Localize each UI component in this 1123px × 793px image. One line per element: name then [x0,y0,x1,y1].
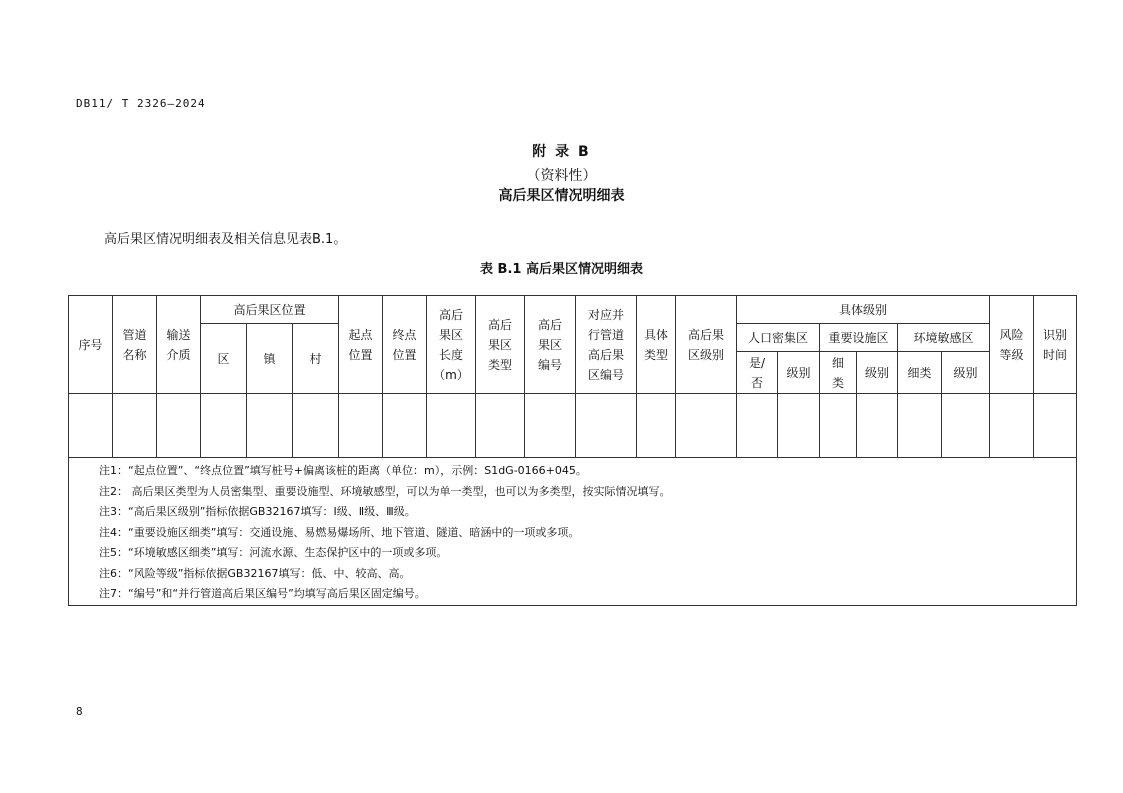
col-header-hca-type [476,296,525,394]
col-header-facility-level: 级别 [857,352,898,394]
col-header-location: 高后果区位置 [201,296,339,324]
header-line: 对应并 [587,307,624,322]
table-cell [576,394,637,458]
table-caption: 表 B.1 高后果区情况明细表 [480,262,643,277]
hca-detail-table [68,295,1077,606]
col-header-risk-level [990,296,1034,394]
col-header-crowded-level: 级别 [778,352,820,394]
col-header-medium [157,296,201,394]
document-code: DB11/ T 2326—2024 [76,97,206,110]
table-cell [1034,394,1077,458]
header-line: 高后 [537,317,562,332]
header-line: 位置 [392,347,417,362]
header-line: 类型 [487,357,512,372]
col-header-hca-level [676,296,737,394]
page-number: 8 [76,705,83,718]
table-cell [293,394,339,458]
header-line: 高后果 [587,347,624,362]
table-cell [247,394,293,458]
table-row [69,394,1077,458]
header-line: 高后 [438,307,463,322]
col-header-length [427,296,476,394]
col-header-seq: 序号 [69,296,113,394]
table-notes [69,458,1077,606]
col-header-facility-area: 重要设施区 [820,324,898,352]
header-line: 编号 [537,357,562,372]
col-header-crowded-area: 人口密集区 [737,324,820,352]
col-header-district: 区 [201,324,247,394]
header-line: 管道 [122,327,147,342]
table-cell [737,394,778,458]
table-note: 注6：“风险等级”指标依据GB32167填写：低、中、较高、高。 [99,566,411,580]
header-line: 类型 [643,347,668,362]
header-line: 是/ [748,355,766,370]
col-header-env-level: 级别 [942,352,990,394]
header-line: 风险 [999,327,1024,342]
table-cell [339,394,383,458]
col-header-start [339,296,383,394]
table-note: 注3：“高后果区级别”指标依据GB32167填写：Ⅰ级、Ⅱ级、Ⅲ级。 [99,505,416,518]
col-header-pipe-name [113,296,157,394]
table-cell [676,394,737,458]
header-line: 名称 [122,347,147,362]
header-line: 细 [831,355,844,370]
appendix-name: 高后果区情况明细表 [498,188,625,204]
table-cell [942,394,990,458]
table-cell [857,394,898,458]
header-line: 识别 [1043,327,1068,342]
table-cell [990,394,1034,458]
header-line: 输送 [166,327,191,342]
header-line: 高后果 [687,327,724,342]
table-note: 注5：“环境敏感区细类”填写：河流水源、生态保护区中的一项或多项。 [99,546,448,559]
col-header-parallel-number [576,296,637,394]
table-cell [820,394,857,458]
appendix-type: （资料性） [526,168,597,184]
header-line: 区级别 [687,347,724,362]
col-header-specific-type [637,296,676,394]
col-header-hca-number [525,296,576,394]
header-line: 行管道 [587,327,624,342]
table-cell [157,394,201,458]
header-line: 介质 [166,347,191,362]
table-cell [69,394,113,458]
table-cell [383,394,427,458]
table-note: 注4：“重要设施区细类”填写：交通设施、易燃易爆场所、地下管道、隧道、暗涵中的一项或多项。 [99,525,580,539]
header-line: 果区 [537,337,562,352]
header-line: 起点 [348,327,373,342]
table-note: 注7：“编号”和“并行管道高后果区编号”均填写高后果区固定编号。 [99,587,426,600]
header-line: 果区 [487,337,512,352]
header-line: 类 [831,375,844,390]
table-cell [525,394,576,458]
header-line: 区编号 [587,367,624,382]
header-line: 等级 [999,347,1024,362]
header-line: 位置 [348,347,373,362]
intro-paragraph: 高后果区情况明细表及相关信息见表B.1。 [104,232,347,247]
table-cell [778,394,820,458]
col-header-specific-level: 具体级别 [737,296,990,324]
appendix-title: 附 录 B [532,144,591,160]
table-cell [476,394,525,458]
header-line: 终点 [392,327,417,342]
table-cell [201,394,247,458]
table-note: 注2： 高后果区类型为人员密集型、重要设施型、环境敏感型，可以为单一类型，也可以为多类型，按实际情况填写。 [99,484,671,498]
header-line: 时间 [1043,347,1068,362]
header-line: 具体 [643,327,668,342]
col-header-env-area: 环境敏感区 [898,324,990,352]
header-line: 果区 [438,327,463,342]
col-header-yes-no [737,352,778,394]
table-cell [898,394,942,458]
table-cell [427,394,476,458]
header-line: 否 [750,375,763,390]
table-note: 注1：“起点位置”、“终点位置”填写桩号+偏离该桩的距离（单位：m），示例：S1dG-0166+045。 [99,464,587,477]
col-header-env-subtype: 细类 [898,352,942,394]
table-cell [113,394,157,458]
header-line: 长度 [438,347,463,362]
header-line: 高后 [487,317,512,332]
col-header-identify-time [1034,296,1077,394]
table-cell [637,394,676,458]
col-header-village: 村 [293,324,339,394]
header-line: （m） [433,367,469,382]
col-header-facility-subtype [820,352,857,394]
col-header-end [383,296,427,394]
col-header-town: 镇 [247,324,293,394]
